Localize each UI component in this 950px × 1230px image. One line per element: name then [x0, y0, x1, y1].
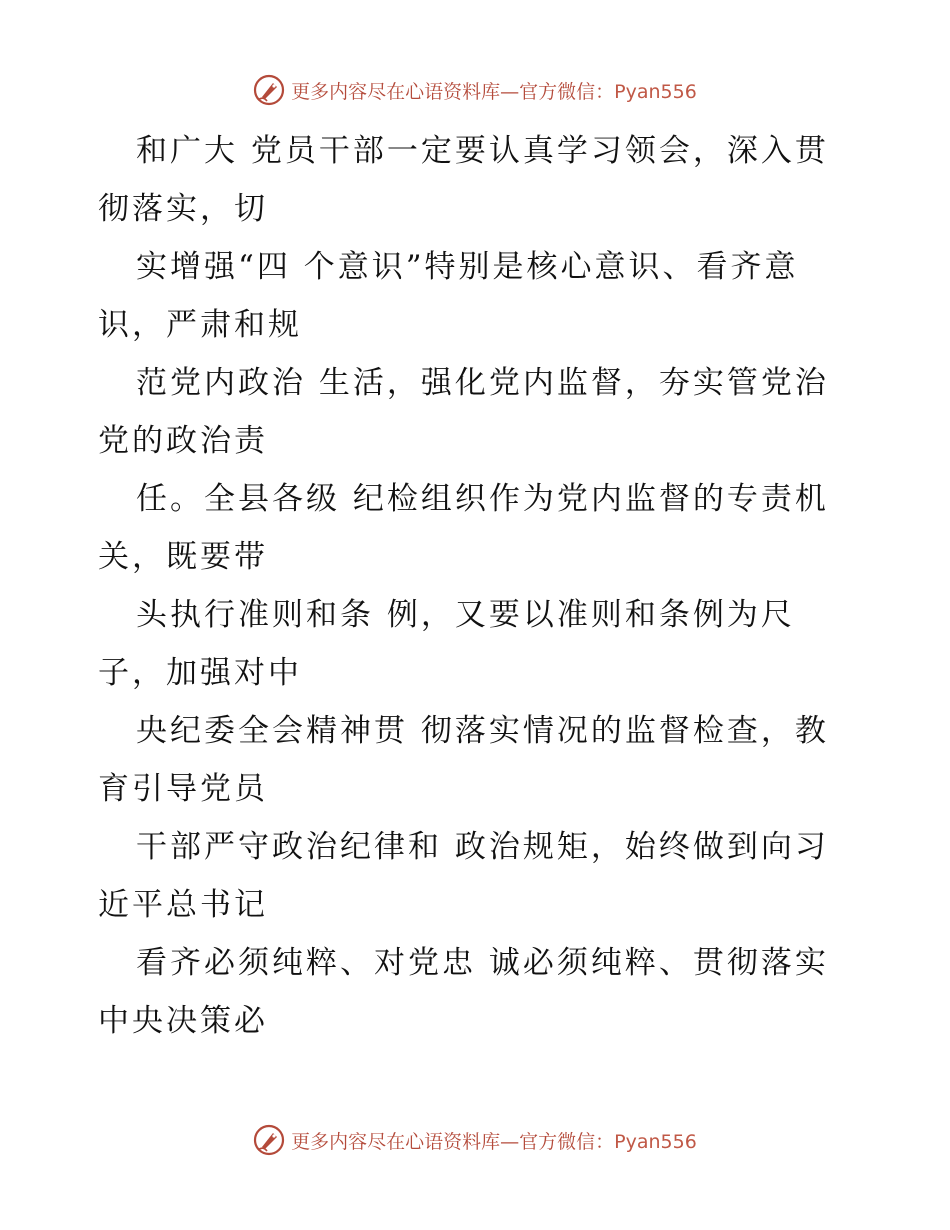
paragraph: 范党内政治 生活，强化党内监督，夯实管党治党的政治责 [98, 365, 829, 459]
paragraph: 和广大 党员干部一定要认真学习领会，深入贯彻落实，切 [98, 133, 829, 227]
paragraph: 看齐必须纯粹、对党忠 诚必须纯粹、贯彻落实中央决策必 [98, 945, 829, 1039]
paragraph: 头执行准则和条 例，又要以准则和条例为尺子，加强对中 [98, 597, 795, 691]
paragraph: 任。全县各级 纪检组织作为党内监督的专责机关，既要带 [98, 481, 829, 575]
document-body [98, 122, 858, 1050]
paragraph: 央纪委全会精神贯 彻落实情况的监督检查，教育引导党员 [98, 713, 829, 807]
paragraph: 干部严守政治纪律和 政治规矩，始终做到向习近平总书记 [98, 829, 829, 923]
pen-nib-logo-icon [253, 74, 285, 106]
paragraph: 实增强“四 个意识”特别是核心意识、看齐意识，严肃和规 [98, 249, 799, 343]
header-banner [0, 70, 950, 110]
footer-banner [0, 1120, 950, 1160]
header-wechat-id: Pyan556 [614, 80, 697, 103]
footer-banner-label: 更多内容尽在心语资料库—官方微信： [291, 1130, 615, 1153]
footer-wechat-id: Pyan556 [614, 1130, 697, 1153]
header-banner-text [291, 77, 697, 104]
header-banner-label: 更多内容尽在心语资料库—官方微信： [291, 80, 615, 103]
pen-nib-logo-icon [253, 1124, 285, 1156]
footer-banner-text [291, 1127, 697, 1154]
